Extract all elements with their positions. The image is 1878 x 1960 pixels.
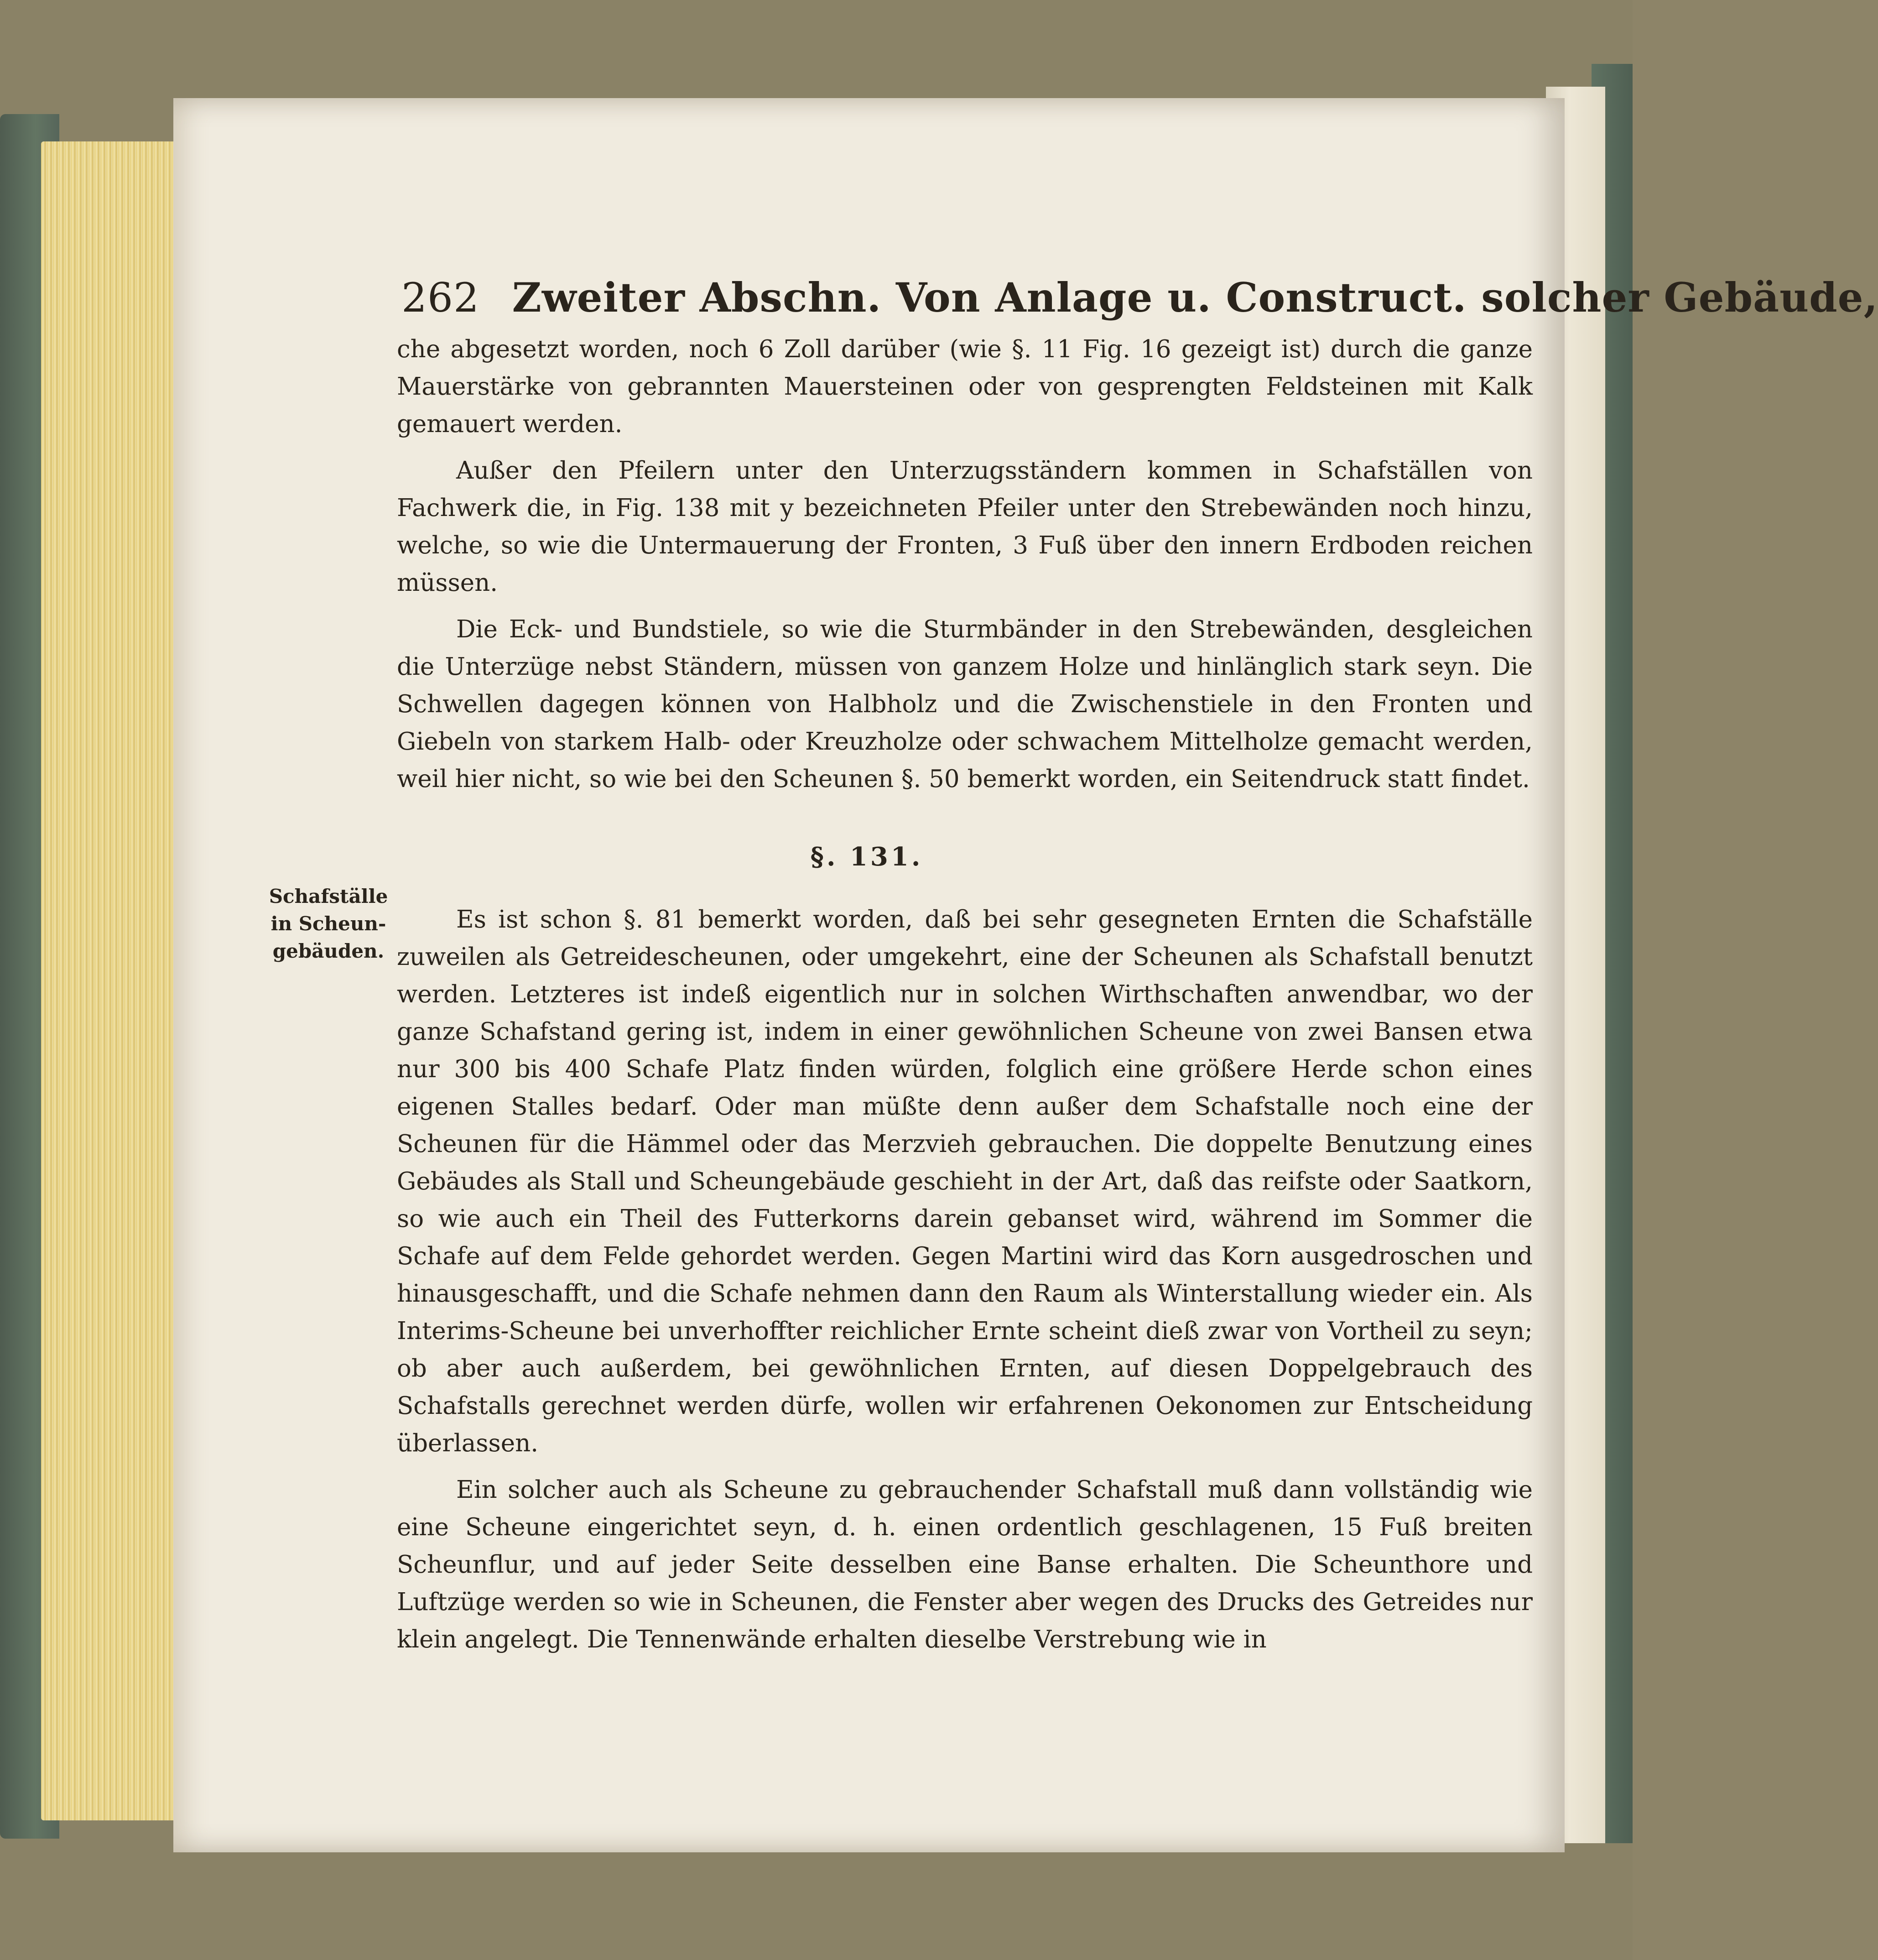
margin-note-line: gebäuden.	[272, 940, 385, 962]
margin-note	[267, 883, 390, 965]
text-block-top	[397, 331, 1533, 807]
margin-note-line: in Scheun-	[271, 912, 386, 935]
section-heading: §. 131.	[810, 842, 923, 872]
page-number: 262	[401, 274, 479, 321]
paragraph: Die Eck- und Bundstiele, so wie die Sturmbänder in den Strebewänden, desgleichen die Unterzüge nebst Ständern, müssen von ganzem Holze und hinlänglich stark seyn. Die Schwellen dagegen können von Halbholz und die Zwischenstiele in den Fronten und Giebeln von starkem Halb- oder Kreuzholze oder schwachem Mittelholze gemacht werden, weil hier nicht, so wie bei den Scheunen §. 50 bemerkt worden, ein Seitendruck statt findet.	[397, 615, 1533, 793]
paragraph: Es ist schon §. 81 bemerkt worden, daß bei sehr gesegneten Ernten die Schafställe zuweilen als Getreidescheunen, oder umgekehrt, eine der Scheunen als Schafstall benutzt werden. Letzteres ist indeß eigentlich nur in solchen Wirthschaften anwendbar, wo der ganze Schafstand gering ist, indem in einer gewöhnlichen Scheune von zwei Bansen etwa nur 300 bis 400 Schafe Platz finden würden, folglich eine größere Herde schon eines eigenen Stalles bedarf. Oder man müßte denn außer dem Schafstalle noch eine der Scheunen für die Hämmel oder das Merzvieh gebrauchen. Die doppelte Benutzung eines Gebäudes als Stall und Scheungebäude geschieht in der Art, daß das reifste oder Saatkorn, so wie auch ein Theil des Futterkorns darein gebanset wird, während im Sommer die Schafe auf dem Felde gehordet werden. Gegen Martini wird das Korn ausgedroschen und hinausgeschafft, und die Schafe nehmen dann den Raum als Winterstallung wieder ein. Als Interims-Scheune bei unverhoffter reichlicher Ernte scheint dieß zwar von Vortheil zu seyn; ob aber auch außerdem, bei gewöhnlichen Ernten, auf diesen Doppelgebrauch des Schafstalls gerechnet werden dürfe, wollen wir erfahrenen Oekonomen zur Entscheidung überlassen.	[397, 906, 1533, 1457]
book-page	[173, 98, 1878, 1852]
paragraph-continuation: che abgesetzt worden, noch 6 Zoll darüber (wie §. 11 Fig. 16 gezeigt ist) durch die ganze Mauerstärke von gebrannten Mauersteinen oder von gesprengten Feldsteinen mit Kalk gemauert werden.	[397, 335, 1533, 438]
text-block-bottom	[397, 901, 1533, 1668]
page-edges	[41, 141, 178, 1820]
margin-note-line: Schafställe	[269, 885, 388, 907]
paragraph: Außer den Pfeilern unter den Unterzugsständern kommen in Schafställen von Fachwerk die, in Fig. 138 mit y bezeichneten Pfeiler unter den Strebewänden noch hinzu, welche, so wie die Untermauerung der Fronten, 3 Fuß über den innern Erdboden reichen müssen.	[397, 457, 1533, 597]
running-title: Zweiter Abschn. Von Anlage u. Construct. solcher Gebäude,	[512, 274, 1878, 321]
paragraph: Ein solcher auch als Scheune zu gebrauchender Schafstall muß dann vollständig wie eine Scheune eingerichtet seyn, d. h. einen ordentlich geschlagenen, 15 Fuß breiten Scheunflur, und auf jeder Seite desselben eine Banse erhalten. Die Scheunthore und Luftzüge werden so wie in Scheunen, die Fenster aber wegen des Drucks des Getreides nur klein angelegt. Die Tennenwände erhalten dieselbe Verstrebung wie in	[397, 1476, 1533, 1653]
running-header	[401, 274, 1878, 321]
